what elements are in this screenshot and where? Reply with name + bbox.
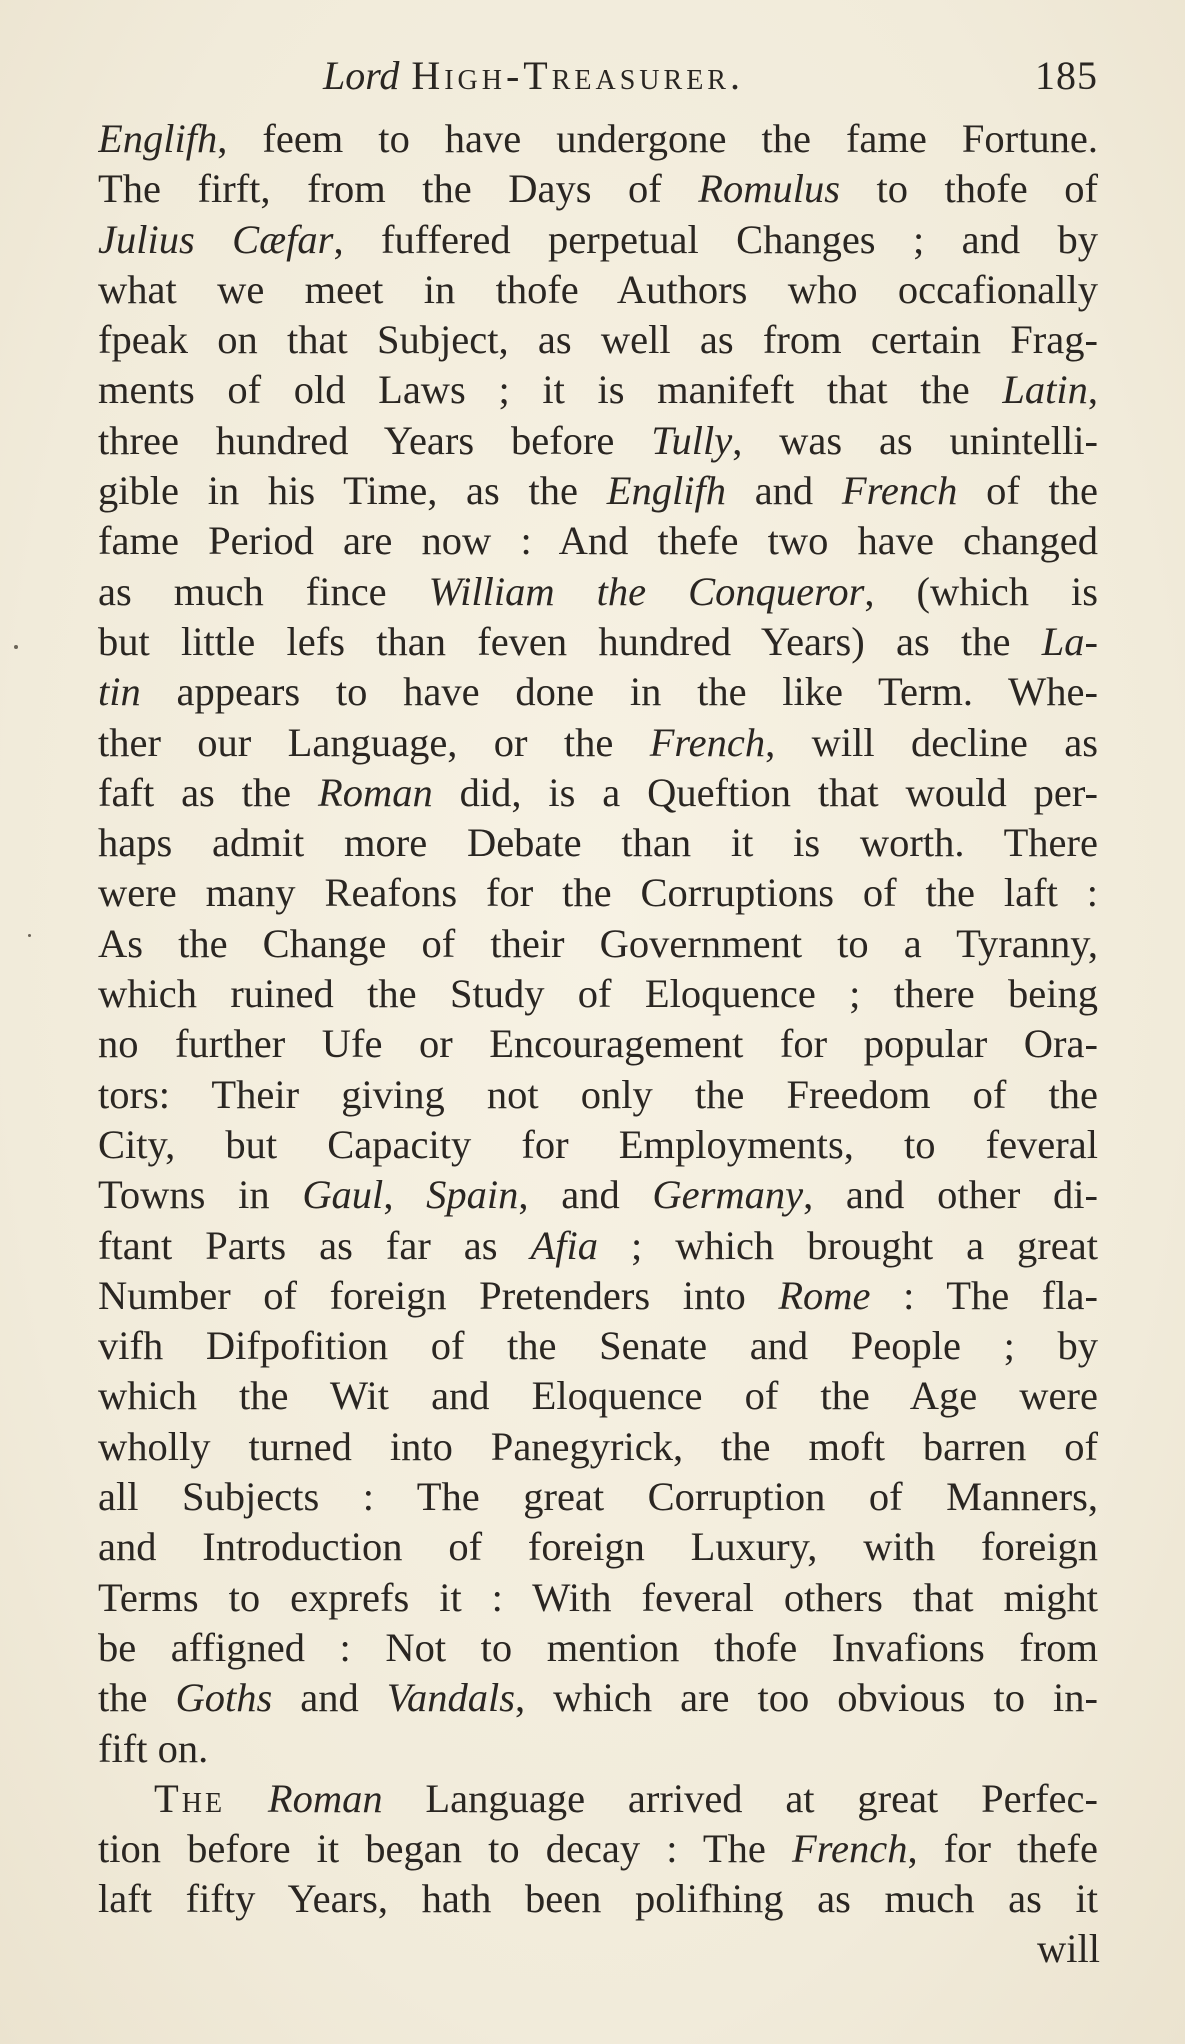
text-run: , (which is: [864, 568, 1098, 614]
text-run: , fuffered perpetual Changes ; and by: [333, 216, 1098, 262]
italic-text: La-: [1041, 618, 1098, 664]
italic-text: Roman: [267, 1775, 383, 1821]
italic-text: Spain: [426, 1172, 519, 1218]
paper-speck: [14, 645, 18, 649]
text-line: [98, 1623, 1098, 1673]
text-line: [98, 1321, 1098, 1371]
italic-text: Rome: [778, 1272, 871, 1318]
italic-text: Germany: [652, 1172, 804, 1218]
text-line: [98, 718, 1098, 768]
text-run: Language arrived at great Perfec-: [382, 1775, 1098, 1821]
text-line: [98, 1422, 1098, 1472]
text-run: ,: [1087, 367, 1098, 413]
text-run: the: [98, 1675, 176, 1721]
text-line: [98, 516, 1098, 566]
text-run: laft fifty Years, hath been polifhing as much as it: [98, 1876, 1098, 1922]
text-run: of the: [957, 468, 1098, 514]
text-run: As the Change of their Government to a Tyranny,: [98, 920, 1098, 966]
text-line: [98, 768, 1098, 818]
text-run: fpeak on that Subject, as well as from certain Frag-: [98, 317, 1098, 363]
text-run: three hundred Years before: [98, 417, 652, 463]
italic-text: tin: [98, 669, 141, 715]
text-run: which the Wit and Eloquence of the Age were: [98, 1373, 1098, 1419]
text-run: , which are too obvious to in-: [514, 1675, 1098, 1721]
text-run: , for thefe: [907, 1826, 1098, 1872]
running-head-title: [323, 52, 744, 99]
running-head-lord: Lord: [323, 53, 400, 98]
text-line: [98, 567, 1098, 617]
text-line: [98, 1522, 1098, 1572]
text-line: [98, 215, 1098, 265]
text-line: [98, 1824, 1098, 1874]
text-run: tion before it began to decay : The: [98, 1826, 793, 1872]
text-line: [98, 1673, 1098, 1723]
paper-speck: [28, 934, 31, 937]
text-line: [98, 969, 1098, 1019]
text-line: [98, 1221, 1098, 1271]
italic-text: William the Conqueror: [428, 568, 865, 614]
italic-text: Tully: [651, 417, 733, 463]
text-run: Towns in: [98, 1172, 303, 1218]
italic-text: French: [792, 1826, 908, 1872]
italic-text: Englifh: [606, 468, 726, 514]
text-run: : The fla-: [870, 1272, 1098, 1318]
italic-text: Latin: [1002, 367, 1088, 413]
text-run: and Introduction of foreign Luxury, with foreign: [98, 1524, 1098, 1570]
text-run: gible in his Time, as the: [98, 468, 607, 514]
italic-text: French: [649, 719, 766, 765]
italic-text: French: [841, 468, 958, 514]
italic-text: Gaul: [302, 1172, 384, 1218]
text-run: faft as the: [98, 769, 319, 815]
text-run: and: [725, 468, 842, 514]
text-line: [98, 617, 1098, 667]
text-run: Number of foreign Pretenders into: [98, 1272, 779, 1318]
text-line: [98, 1019, 1098, 1069]
text-run: fift on.: [98, 1725, 209, 1771]
text-run: vifh Difpofition of the Senate and People ; by: [98, 1323, 1098, 1369]
text-run: , will decline as: [765, 719, 1098, 765]
italic-text: Vandals: [386, 1675, 515, 1721]
text-run: ftant Parts as far as: [98, 1222, 531, 1268]
text-run: Terms to exprefs it : With feveral others that might: [98, 1574, 1098, 1620]
text-run: wholly turned into Panegyrick, the moft barren of: [98, 1423, 1098, 1469]
text-run: did, is a Queftion that would per-: [432, 769, 1098, 815]
text-line: [98, 1271, 1098, 1321]
text-line: [98, 868, 1098, 918]
text-run: appears to have done in the like Term. Whe-: [140, 669, 1098, 715]
text-line: [98, 365, 1098, 415]
text-run: what we meet in thofe Authors who occafionally: [98, 266, 1098, 312]
text-run: [225, 1776, 268, 1821]
text-run: ther our Language, or the: [98, 719, 650, 765]
text-line: [98, 466, 1098, 516]
text-run: City, but Capacity for Employments, to feveral: [98, 1121, 1098, 1167]
text-line: [98, 265, 1098, 315]
catchword: will: [1036, 1926, 1100, 1971]
page-number: 185: [1035, 53, 1098, 98]
text-run: be affigned : Not to mention thofe Invafions from: [98, 1624, 1098, 1670]
text-run: to thofe of: [840, 166, 1098, 212]
text-run: as much fince: [98, 568, 429, 614]
text-run: ; which brought a great: [598, 1222, 1098, 1268]
text-run: tors: Their giving not only the Freedom of the: [98, 1071, 1098, 1117]
text-line: [98, 818, 1098, 868]
text-line: [98, 1724, 1098, 1774]
text-line: [98, 1170, 1098, 1220]
text-run: and: [272, 1675, 387, 1721]
text-run: , feem to have undergone the fame Fortune.: [217, 116, 1098, 161]
text-line: [98, 1573, 1098, 1623]
text-run: all Subjects : The great Corruption of Manners,: [98, 1474, 1098, 1520]
text-run: no further Ufe or Encouragement for popular Ora-: [98, 1021, 1098, 1067]
text-run: fame Period are now : And thefe two have changed: [98, 518, 1098, 564]
italic-text: Afia: [530, 1222, 598, 1268]
text-run: The firft, from the Days of: [98, 166, 699, 212]
text-line: [98, 1371, 1098, 1421]
running-head: [98, 52, 1098, 112]
text-line: [98, 1774, 1098, 1824]
text-line: [98, 1070, 1098, 1120]
text-line: [98, 667, 1098, 717]
text-line: [98, 919, 1098, 969]
text-run: ments of old Laws ; it is manifeft that the: [98, 367, 1003, 413]
italic-text: Romulus: [698, 166, 841, 212]
running-head-main: High-Treasurer.: [411, 53, 744, 98]
italic-text: Roman: [318, 769, 433, 815]
text-run: , and other di-: [803, 1172, 1098, 1218]
text-run: , and: [518, 1172, 653, 1218]
text-run: were many Reafons for the Corruptions of the laft :: [98, 870, 1098, 916]
body-text: [98, 114, 1098, 1925]
italic-text: Goths: [175, 1675, 273, 1721]
text-line: [98, 315, 1098, 365]
text-line: [98, 1874, 1098, 1924]
text-run: The: [154, 1775, 226, 1821]
italic-text: Englifh: [98, 116, 218, 161]
text-run: haps admit more Debate than it is worth. There: [98, 820, 1098, 866]
text-run: but little lefs than feven hundred Years) as the: [98, 618, 1042, 664]
text-line: [98, 1120, 1098, 1170]
text-line: [98, 164, 1098, 214]
text-line: [98, 416, 1098, 466]
italic-text: Julius Cæfar: [98, 216, 334, 262]
text-run: , was as unintelli-: [732, 417, 1098, 463]
text-line: [98, 114, 1098, 164]
text-line: [98, 1472, 1098, 1522]
text-run: ,: [383, 1172, 427, 1218]
text-run: which ruined the Study of Eloquence ; there being: [98, 971, 1098, 1017]
